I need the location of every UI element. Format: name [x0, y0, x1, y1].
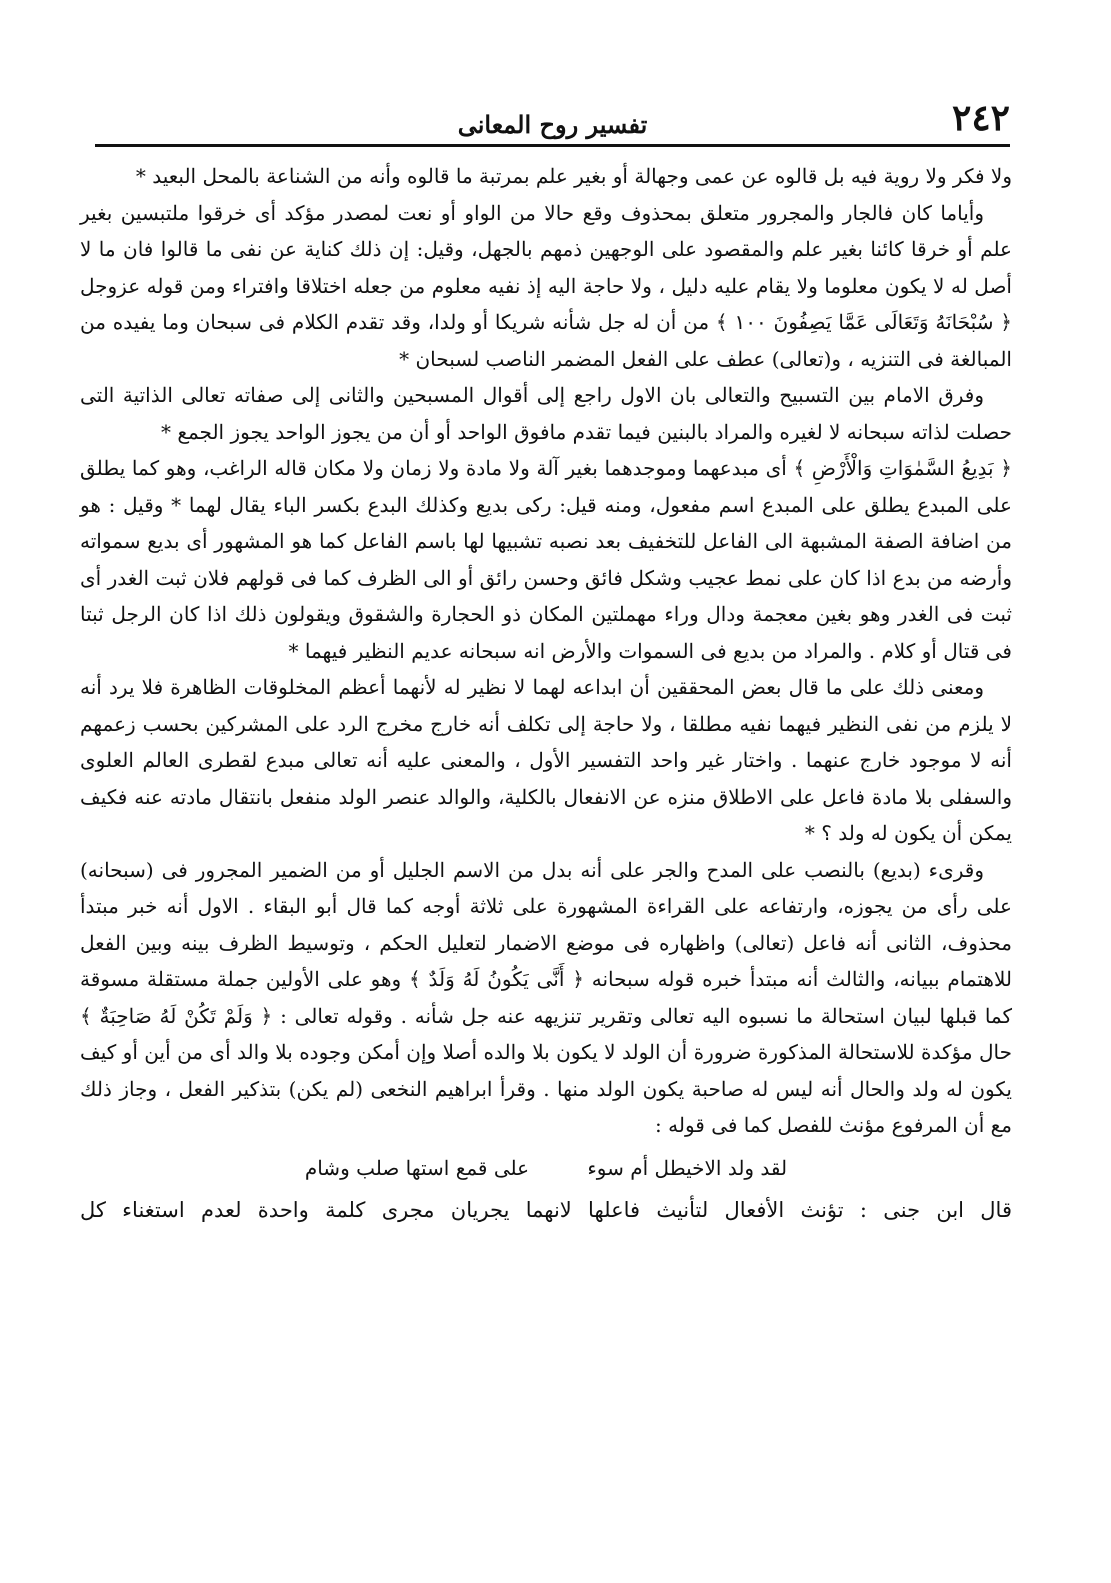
- poem-hemistich-2: على قمع استها صلب وشام: [304, 1155, 530, 1180]
- paragraph-6: وقرىء (بديع) بالنصب على المدح والجر على أنه بدل من الاسم الجليل أو من الضمير المجرور فى (سبحانه) على رأى من يجوزه، وارتفاعه على القراءة المشهورة على ثلاثة أوجه كما قال أبو البقاء . الاول أنه خبر مبتدأ محذوف، الثانى أنه فاعل (تعالى) واظهاره فى موضع الاضمار لتعليل الحكم ، وتوسيط الظرف بينه وبين الفعل للاهتمام ببيانه، والثالث أنه مبتدأ خبره قوله سبحانه ﴿ أَنَّى يَكُونُ لَهُ وَلَدٌ ﴾ وهو على الأولين جملة مستقلة مسوقة كما قبلها لبيان استحالة ما نسبوه اليه تعالى وتقرير تنزيهه عنه جل شأنه . وقوله تعالى : ﴿ وَلَمْ تَكُنْ لَهُ صَاحِبَةٌ ﴾ حال مؤكدة للاستحالة المذكورة ضرورة أن الولد لا يكون بلا والده أصلا وإن أمكن وجوده بلا والد أى من أين أو كيف يكون له ولد والحال أنه ليس له صاحبة يكون الولد منها . وقرأ ابراهيم النخعى (لم يكن) بتذكير الفعل ، وجاز ذلك مع أن المرفوع مؤنث للفصل كما فى قوله :: [80, 857, 1012, 1137]
- running-title: تفسير روح المعانى: [457, 110, 648, 139]
- page-header: [95, 92, 1010, 148]
- poem-verse: [80, 1150, 1012, 1186]
- paragraph-4: ﴿ بَدِيعُ السَّمٰوَاتِ وَالْأَرْضِ ﴾ أى مبدعهما وموجدهما بغير آلة ولا مادة ولا زمان ولا مكان قاله الراغب، وهو كما يطلق على المبدع يطلق على المبدع اسم مفعول، ومنه قيل: ركى بديع وكذلك البدع بكسر الباء يقال لهما * وقيل : هو من اضافة الصفة المشبهة الى الفاعل للتخفيف بعد نصبه تشبيها لها باسم الفاعل كما هو المشهور أى بديع سمواته وأرضه من بدع اذا كان على نمط عجيب وشكل فائق وحسن رائق أو الى الظرف كما فى قولهم فلان ثبت الغدر أى ثبت فى الغدر وهو بغين معجمة ودال وراء مهملتين المكان ذو الحجارة والشقوق ويقولون ذلك اذا كان الرجل ثبتا فى قتال أو كلام . والمراد من بديع فى السموات والأرض انه سبحانه عديم النظير فيهما *: [80, 456, 1013, 663]
- page-number: ٢٤٢: [951, 97, 1010, 139]
- paragraph-3: وفرق الامام بين التسبيح والتعالى بان الاول راجع إلى أقوال المسبحين والثانى إلى صفاته تعالى الذاتية التى حصلت لذاته سبحانه لا لغيره والمراد بالبنين فيما تقدم مافوق الواحد أو أن من يجوز الواحد يجوز الجمع *: [80, 383, 1012, 444]
- header-rule: [95, 144, 1010, 147]
- poem-hemistich-1: لقد ولد الاخيطل أم سوء: [587, 1155, 788, 1180]
- body-text: [80, 158, 1012, 1228]
- paragraph-7: قال ابن جنى : تؤنث الأفعال لتأنيث فاعلها لانهما يجريان مجرى كلمة واحدة لعدم استغناء كل: [80, 1197, 1012, 1222]
- paragraph-5: ومعنى ذلك على ما قال بعض المحققين أن ابداعه لهما لا نظير له لأنهما أعظم المخلوقات الظاهرة فلا يرد أنه لا يلزم من نفى النظير فيهما نفيه مطلقا ، ولا حاجة إلى تكلف أنه خارج مخرج الرد على المشركين بحسب زعمهم أنه لا موجود خارج عنهما . واختار غير واحد التفسير الأول ، والمعنى عليه أنه تعالى مبدع لقطرى العالم العلوى والسفلى بلا مادة فاعل على الاطلاق منزه عن الانفعال بالكلية، والوالد عنصر الولد منفعل بانتقال مادته عنه فكيف يمكن أن يكون له ولد ؟ *: [80, 675, 1012, 845]
- paragraph-1: ولا فكر ولا روية فيه بل قالوه عن عمى وجهالة أو بغير علم بمرتبة ما قالوه وأنه من الشناعة بالمحل البعيد *: [135, 164, 1012, 188]
- paragraph-2: وأياما كان فالجار والمجرور متعلق بمحذوف وقع حالا من الواو أو نعت لمصدر مؤكد أى خرقوا ملتبسين بغير علم أو خرقا كائنا بغير علم والمقصود على الوجهين ذمهم بالجهل، وقيل: إن ذلك كناية عن نفى ما قالوا فان ما لا أصل له لا يكون معلوما ولا يقام عليه دليل ، ولا حاجة اليه إذ نفيه معلوم من جعله اختلاقا وافتراء ومن قوله عزوجل ﴿ سُبْحَانَهُ وَتَعَالَى عَمَّا يَصِفُونَ ١٠٠ ﴾ من أن له جل شأنه شريكا أو ولدا، وقد تقدم الكلام فى سبحان وما يفيده من المبالغة فى التنزيه ، و(تعالى) عطف على الفعل المضمر الناصب لسبحان *: [80, 200, 1012, 371]
